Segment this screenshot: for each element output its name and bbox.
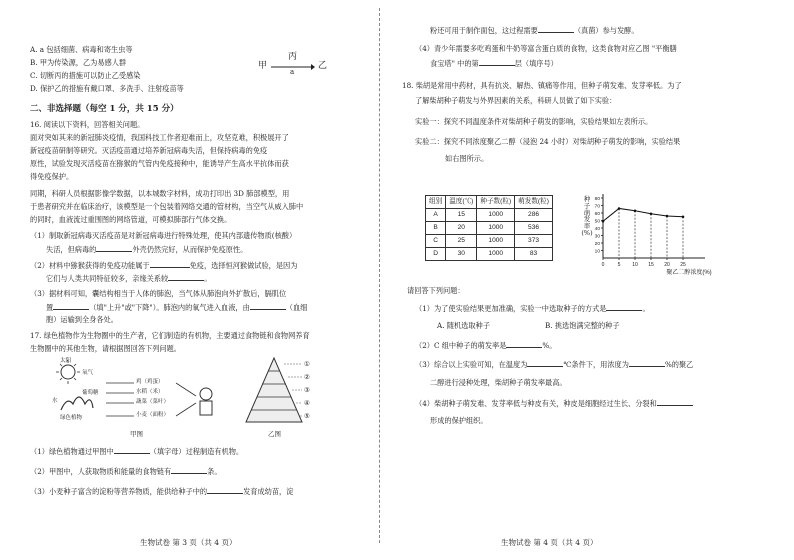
- q16-3-line: （3）据材料可知，囊结构相当于人体的肺泡，当气体从肺泡向外扩散后，膈肌位: [30, 289, 287, 298]
- answer-blank[interactable]: [506, 340, 542, 348]
- q16-para1-line: 新冠疫苗研制等研究。灭活疫苗通过培养新冠病毒失活，但保持病毒的免疫: [30, 146, 268, 155]
- text: ℃条件下，用浓度为: [563, 360, 629, 369]
- q16-para2-line: 的同时，血液流过重围图的网络管道，可模拟肺部行气体交换。: [30, 215, 232, 224]
- answer-blank[interactable]: [53, 302, 89, 310]
- answer-blank[interactable]: [114, 446, 150, 454]
- text: 。: [204, 274, 212, 283]
- text: （2）C 组中种子的萌发率是: [415, 341, 507, 350]
- q16-para1-line: 原性，试验发现灭活疫苗在猕猴的气管内免疫接种中，能诱导产生高水平抗体而获: [30, 159, 289, 168]
- answer-blank[interactable]: [250, 302, 286, 310]
- text: 层（填序号）: [514, 59, 558, 68]
- pyramid-level-5: ⑤: [304, 412, 310, 420]
- table-cell: 1000: [477, 248, 515, 261]
- text: 它们与人类共同特征较多，亲缘关系较: [46, 274, 169, 283]
- table-header: 种子数(粒): [477, 196, 515, 209]
- q17-4: （4）青少年需要多吃鸡蛋和牛奶等富含蛋白质的食物，这类食物对应乙图 "平衡膳: [415, 44, 677, 53]
- text: （2）材料中猕猴获得的免疫功能属于: [30, 261, 150, 270]
- x-tick-label: 0: [601, 262, 605, 268]
- table-cell: 30: [446, 248, 477, 261]
- q17-cont: [430, 25, 639, 35]
- pyramid-level-3: ③: [304, 386, 310, 394]
- data-point: [666, 215, 669, 218]
- germination-chart: [577, 192, 717, 276]
- q18-3: [415, 359, 693, 369]
- text: 免疫，选择恒河猴做试验，是因为: [189, 261, 298, 270]
- q18-2: [415, 340, 556, 350]
- table-cell: B: [426, 222, 446, 235]
- table-cell: 15: [446, 209, 477, 222]
- q16-para2-line: 同期，科研人员根据影像学数据，以本城数字材料，成功打印出 3D 肺部模型，用: [30, 189, 290, 198]
- option-d: D. 保护乙的措施有戴口罩、多洗手、注射疫苗等: [30, 84, 184, 93]
- chicken-label: 鸡（鸡蛋）: [136, 379, 164, 385]
- figure-caption: 甲图: [130, 430, 143, 438]
- answer-blank[interactable]: [657, 398, 693, 406]
- page-divider: [379, 8, 380, 543]
- data-point: [682, 215, 685, 218]
- figure-caption: 乙图: [268, 430, 281, 438]
- x-tick-label: 20: [664, 262, 670, 268]
- vegetable-label: 蔬菜（菜叶）: [136, 399, 170, 405]
- q16-para1-line: 得免疫保护。: [30, 172, 74, 181]
- text: %。: [542, 341, 557, 350]
- text: （填"上升"或"下降"）。肺泡内的氧气进入血液，由: [89, 303, 250, 312]
- section-title: 二、非选择题（每空 1 分，共 15 分）: [30, 104, 179, 114]
- table-cell: 1000: [477, 235, 515, 248]
- table-cell: 1000: [477, 222, 515, 235]
- q17-stem: 生物圈中的其他生物，请根据图回答下列问题。: [30, 344, 181, 353]
- table-row: [426, 222, 553, 235]
- questions-intro: 请回答下列问题：: [407, 286, 465, 295]
- y-tick-label: 20: [594, 242, 600, 247]
- text: 失活，但病毒的: [46, 245, 97, 254]
- q16-2-line: [30, 260, 297, 270]
- q16-1-line2: [46, 244, 247, 254]
- y-tick-label: 70: [594, 204, 600, 210]
- wheat-label: 小麦（面粉）: [136, 412, 170, 418]
- sugar-label: 葡萄糖: [82, 390, 99, 396]
- chart-ylabel: 种子萌发率(%): [581, 195, 593, 238]
- figure-yi: [240, 356, 380, 440]
- data-point: [650, 212, 653, 215]
- chart-plot: [577, 192, 717, 276]
- sun-icon: [61, 365, 75, 379]
- y-tick-label: 50: [594, 219, 600, 225]
- table-header: 萌发数(粒): [515, 196, 553, 209]
- chart-xlabel: 聚乙二醇浓度(%): [666, 270, 712, 276]
- y-tick-label: 60: [594, 212, 600, 217]
- answer-blank[interactable]: [479, 58, 515, 66]
- q18-4: [415, 398, 693, 408]
- water-label: 水: [52, 398, 58, 404]
- q16-para1-line: 面对突如其来的新冠肺炎疫情，我国科技工作者迎难而上，攻坚克难，积极展开了: [30, 133, 289, 142]
- q17-stem: 17. 绿色植物作为生物圈中的生产者，它们制造的有机物，主要通过食物链和食物网养育: [30, 331, 310, 340]
- series-line: [603, 209, 683, 222]
- text: （2）甲图中，人获取物质和能量的食物链有: [30, 467, 172, 476]
- text: （1）绿色植物通过甲图中: [30, 447, 114, 456]
- option-a: A. a 包括细菌、病毒和寄生虫等: [30, 45, 133, 54]
- experiment-2: 实验二：探究不同浓度聚乙二醇（浸泡 24 小时）对柴胡种子萌发的影响，实验结果: [415, 137, 681, 146]
- text: （1）为了使实验结果更加准确，实验一中选取种子的方式是: [415, 304, 607, 313]
- text: （填字母）过程制造有机物。: [149, 447, 244, 456]
- x-tick-label: 10: [632, 262, 638, 268]
- data-point: [618, 207, 621, 210]
- y-tick-label: 40: [594, 227, 600, 232]
- diagram-bing: 丙: [288, 52, 298, 62]
- text: （血细: [285, 303, 308, 312]
- q16-3-line3: 胞）运输到全身各处。: [46, 315, 118, 324]
- q17-2: [30, 466, 222, 476]
- table-cell: C: [426, 235, 446, 248]
- text: （4）柴胡种子萌发难、发芽率低与种皮有关，种皮是细胞经过生长、分裂和: [415, 399, 657, 408]
- text: （3）小麦种子富含的淀粉等营养物质，能供给种子中的: [30, 487, 208, 496]
- option-b: B. 甲为传染源，乙为易感人群: [30, 58, 127, 67]
- answer-blank[interactable]: [150, 260, 190, 268]
- text: %的聚乙: [664, 360, 694, 369]
- answer-blank[interactable]: [168, 273, 204, 281]
- text: 条。: [207, 467, 222, 476]
- q16-stem: 16. 阅读以下资料，回答相关问题。: [30, 120, 145, 129]
- pyramid-level-2: ②: [304, 373, 310, 381]
- q16-2-line2: [46, 273, 211, 283]
- page-footer: 生物试卷 第 3 页（共 4 页）: [140, 538, 237, 547]
- table-cell: 83: [515, 248, 553, 261]
- text: （真菌）参与发酵。: [573, 26, 639, 35]
- q18-1-option-b: B. 挑选饱满完整的种子: [545, 321, 620, 330]
- x-tick-label: 25: [680, 262, 686, 268]
- text: 发育成幼苗，淀: [243, 487, 294, 496]
- person-icon: [200, 388, 212, 400]
- right-page: [397, 0, 794, 560]
- temperature-table: [425, 195, 553, 261]
- q17-4-line2: [430, 58, 558, 68]
- plant-icon: [61, 397, 93, 410]
- q17-3: [30, 486, 293, 496]
- text: （3）综合以上实验可知，在温度为: [415, 360, 528, 369]
- table-cell: 25: [446, 235, 477, 248]
- table-row: [426, 235, 553, 248]
- page-footer: 生物试卷 第 4 页（共 4 页）: [501, 538, 598, 547]
- option-c: C. 切断丙的措施可以防止乙受感染: [30, 71, 141, 80]
- table-cell: D: [426, 248, 446, 261]
- table-cell: A: [426, 209, 446, 222]
- plant-label: 绿色植物: [60, 415, 83, 421]
- answer-blank[interactable]: [171, 466, 207, 474]
- table-cell: 286: [515, 209, 553, 222]
- table-cell: 1000: [477, 209, 515, 222]
- table-row: [426, 248, 553, 261]
- table-header-row: [426, 196, 553, 209]
- x-tick-label: 15: [648, 262, 654, 268]
- experiment-2-line2: 如右图所示。: [445, 154, 489, 163]
- diagram-a: a: [290, 68, 295, 76]
- answer-blank[interactable]: [207, 486, 243, 494]
- table-header: 温度(℃): [446, 196, 477, 209]
- sun-label: 太阳: [60, 358, 72, 364]
- q16-para2-line: 于患者研究并在临床治疗，该模型是一个包装着网络交通的管材构，当空气从威入肺中: [30, 202, 304, 211]
- diagram-jia: 甲: [258, 61, 268, 71]
- text: 置: [46, 303, 54, 312]
- rice-label: 水稻（米）: [136, 389, 164, 395]
- answer-blank[interactable]: [96, 244, 132, 252]
- text: 粉还可用于制作面包，这过程需要: [430, 26, 538, 35]
- figure-jia: [46, 358, 236, 438]
- diagram-yi: 乙: [318, 61, 328, 71]
- table-cell: 373: [515, 235, 553, 248]
- arrow-icon: [271, 63, 315, 71]
- q16-1-line: （1）制取新冠病毒灭活疫苗是对新冠病毒进行特殊处理，使其内部遗传物质(核酸）: [30, 231, 297, 240]
- y-tick-label: 10: [594, 249, 600, 255]
- answer-blank[interactable]: [606, 303, 642, 311]
- q18-3-line2: 二醇进行浸种处理，柴胡种子萌发率最高。: [430, 378, 567, 387]
- answer-blank[interactable]: [538, 25, 574, 33]
- q18-4-line2: 形成的保护组织。: [430, 416, 488, 425]
- food-pyramid: [240, 356, 350, 428]
- x-tick-label: 5: [617, 262, 621, 268]
- table-row: [426, 209, 553, 222]
- table-cell: 536: [515, 222, 553, 235]
- table-header: 组别: [426, 196, 446, 209]
- table-cell: 20: [446, 222, 477, 235]
- answer-blank[interactable]: [527, 359, 563, 367]
- text: 食宝塔" 中的第: [430, 59, 479, 68]
- q16-3-line2: [46, 302, 307, 312]
- experiment-1: 实验一：探究不同温度条件对柴胡种子萌发的影响，实验结果如左表所示。: [415, 117, 653, 126]
- q18-1: （1）为了使实验结果更加准确，实验一中选取种子的方式是 。: [415, 304, 650, 313]
- pyramid-level-1: ①: [304, 360, 310, 368]
- data-point: [602, 220, 605, 223]
- oxygen-label: 氧气: [82, 370, 94, 376]
- q18-stem: 了解柴胡种子萌发与外界因素的关系，科研人员做了如下实验：: [415, 96, 617, 105]
- answer-blank[interactable]: [629, 359, 665, 367]
- y-tick-label: 80: [594, 197, 600, 202]
- q18-stem: 18. 柴胡是常用中药材，具有抗炎、解热、镇痛等作用，但种子萌发难、发芽率低。为了: [402, 81, 682, 90]
- q17-1: [30, 446, 243, 456]
- q18-1-option-a: A. 随机选取种子: [437, 321, 490, 330]
- pyramid-level-4: ④: [304, 399, 310, 407]
- data-point: [634, 209, 637, 212]
- transmission-diagram: [258, 52, 338, 82]
- y-tick-label: 30: [594, 234, 600, 240]
- text: 外壳仍然完好，从而保护免疫原性。: [132, 245, 248, 254]
